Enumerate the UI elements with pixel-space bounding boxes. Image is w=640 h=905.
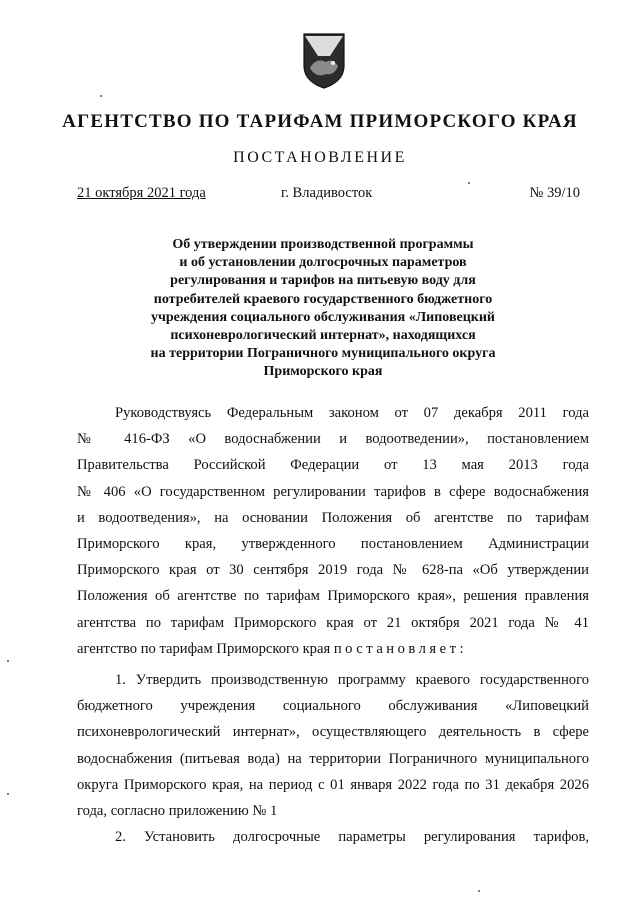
item-1-line: водоснабжения (питьевая вода) на территории Пограничного муниципального	[77, 750, 589, 767]
scan-speck	[478, 890, 480, 892]
scan-speck	[468, 182, 470, 184]
preamble-line: и водоотведения», на основании Положения об агентстве по тарифам	[77, 509, 589, 526]
scan-speck	[100, 95, 102, 97]
preamble-final-line	[77, 636, 589, 662]
coat-of-arms-emblem	[300, 32, 348, 90]
document-city: г. Владивосток	[281, 185, 373, 201]
document-date: 21 октября 2021 года	[77, 185, 206, 201]
title-line: учреждения социального обслуживания «Липовецкий	[151, 309, 495, 325]
title-line: психоневрологический интернат», находящихся	[170, 328, 476, 344]
item-1-line: года, согласно приложению № 1	[77, 802, 278, 819]
title-line: Об утверждении производственной программы	[172, 237, 474, 252]
preamble-line: Положения об агентстве по тарифам Приморского края», решения правления	[77, 588, 589, 605]
item-2-paragraph	[77, 824, 589, 850]
preamble-line: Правительства Российской Федерации от 13 мая 2013 года	[77, 457, 589, 474]
preamble-line: № 416-ФЗ «О водоснабжении и водоотведении», постановлением	[77, 431, 589, 448]
document-title	[120, 236, 526, 382]
item-2-line: 2. Установить долгосрочные параметры регулирования тарифов,	[115, 829, 589, 845]
preamble-paragraph	[77, 400, 589, 662]
item-1-paragraph	[77, 667, 589, 824]
resolves-word: постановляет:	[333, 640, 468, 657]
title-line: потребителей краевого государственного бюджетного	[153, 291, 493, 307]
item-1-line: бюджетного учреждения социального обслуживания «Липовецкий	[77, 698, 589, 715]
scan-speck	[7, 660, 9, 662]
preamble-line: Приморского края от 30 сентября 2019 года № 628-па «Об утверждении	[77, 562, 589, 579]
document-number: № 39/10	[529, 185, 580, 201]
preamble-line: № 406 «О государственном регулировании тарифов в сфере водоснабжения	[77, 483, 589, 500]
title-line: Приморского края	[263, 364, 383, 380]
agency-name: АГЕНТСТВО ПО ТАРИФАМ ПРИМОРСКОГО КРАЯ	[62, 111, 578, 132]
scan-speck	[7, 793, 9, 795]
item-1-line: 1. Утвердить производственную программу краевого государственного	[115, 672, 589, 688]
item-1-line: округа Приморского края, на период с 01 января 2022 года по 31 декабря 2026	[77, 776, 589, 793]
title-line: регулирования и тарифов на питьевую воду для	[170, 273, 476, 289]
title-line: на территории Пограничного муниципального округа	[150, 346, 496, 362]
preamble-final-text: агентство по тарифам Приморского края	[77, 640, 334, 657]
preamble-line: Руководствуясь Федеральным законом от 07 декабря 2011 года	[115, 405, 589, 421]
title-line: и об установлении долгосрочных параметров	[179, 255, 467, 271]
preamble-line: агентства по тарифам Приморского края от 21 октября 2021 года № 41	[77, 614, 589, 631]
preamble-line: Приморского края, утвержденного постановлением Администрации	[77, 535, 589, 552]
item-1-line: психоневрологический интернат», осуществляющего деятельность в сфере	[77, 724, 589, 741]
document-type: ПОСТАНОВЛЕНИЕ	[233, 149, 407, 166]
